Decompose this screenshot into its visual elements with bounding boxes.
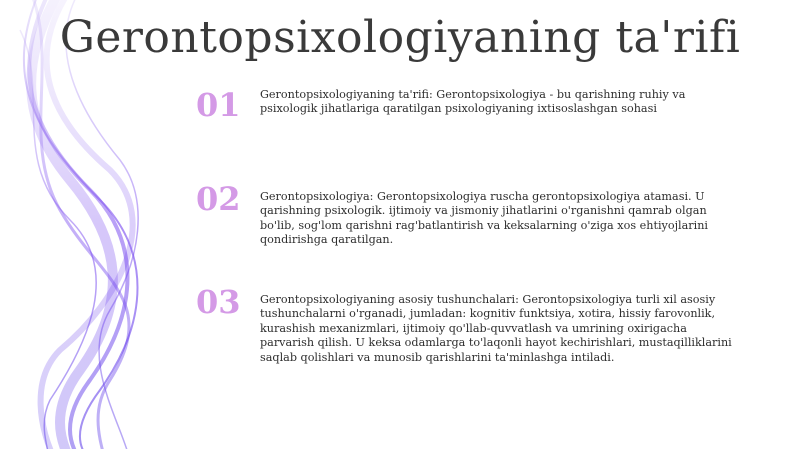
item-number: 01 — [196, 86, 241, 124]
item-text: Gerontopsixologiya: Gerontopsixologiya ruscha gerontopsixologiya atamasi. U qarishning psixologik. ijtimoiy va jismoniy jihatlarini o'rganishni qamrab olgan bo'lib, sog'lom qarishni rag'batlantirish va keksalarning o'ziga xos ehtiyojlarini qondirishga qaratilgan. — [260, 190, 709, 247]
item-text: Gerontopsixologiyaning asosiy tushunchalari: Gerontopsixologiya turli xil asosiy tushunchalarni o'rganadi, jumladan: kognitiv funktsiya, xotira, hissiy farovonlik, kurashish mexanizmlari, ijtimoiy qo'llab-quvvatlash va umrining oxirigacha parvarish qilish. U keksa odamlarga to'laqonli hayot kechirishlari, mustaqilliklarini saqlab qolishlari va munosib qarishlarini ta'minlashga intiladi. — [260, 293, 732, 364]
decorative-swirl — [0, 0, 170, 449]
item-text: Gerontopsixologiyaning ta'rifi: Gerontopsixologiya - bu qarishning ruhiy va psixologik jihatlariga qaratilgan psixologiyaning ixtisoslashgan sohasi — [260, 88, 686, 116]
page-title: Gerontopsixologiyaning ta'rifi — [59, 12, 741, 63]
item-number: 03 — [196, 283, 241, 321]
item-number: 02 — [196, 180, 241, 218]
